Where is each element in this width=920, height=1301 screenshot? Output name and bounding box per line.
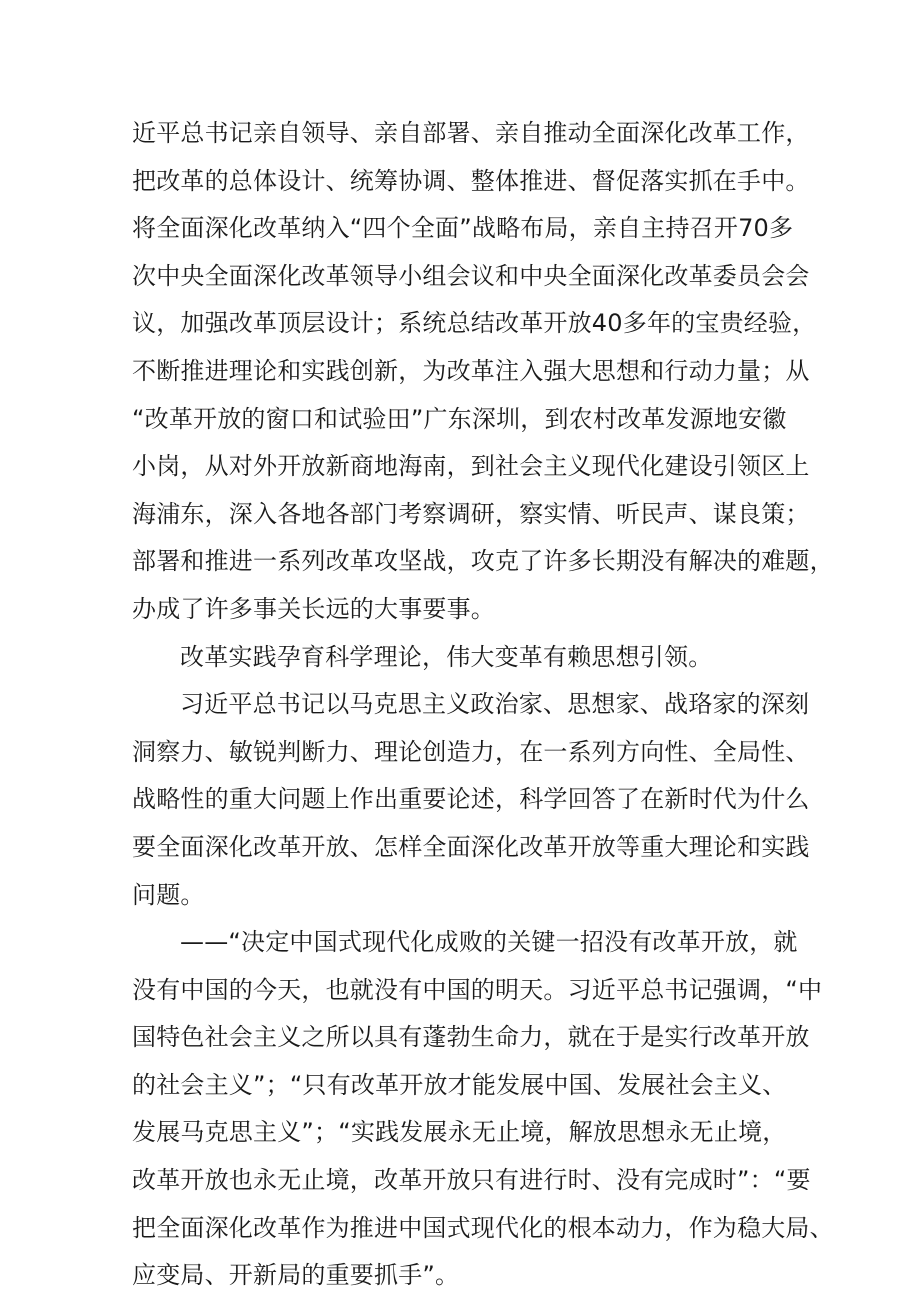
paragraph-4 [132,919,834,1300]
text-line: 办成了许多事关长远的大事要事。 [132,594,495,623]
text-line: “改革开放的窗口和试验田”广东深圳，到农村改革发源地安徽 [132,404,787,433]
document-body [132,110,834,1300]
text-line: 把改革的总体设计、统筹协调、整体推进、督促落实抓在手中。 [132,166,810,195]
text-line: 将全面深化改革纳入“四个全面”战略布局，亲自主持召开70多 [132,214,794,243]
text-line: 海浦东，深入各地各部门考察调研，察实情、听民声、谋良策； [132,499,810,528]
text-line: 国特色社会主义之所以具有蓬勃生命力，就在于是实行改革开放 [132,1023,810,1052]
text-line: 没有中国的今天，也就没有中国的明天。习近平总书记强调，“中 [132,975,823,1004]
text-line: 小岗，从对外开放新商地海南，到社会主义现代化建设引领区上 [132,452,810,481]
text-line: 问题。 [132,880,205,909]
text-line: 部署和推进一系列改革攻坚战，攻克了许多长期没有解决的难题， [132,547,834,576]
text-line: 习近平总书记以马克思主义政治家、思想家、战珞家的深刻 [180,690,810,719]
text-line: 要全面深化改革开放、怎样全面深化改革开放等重大理论和实践 [132,832,810,861]
text-line: 战略性的重大问题上作出重要论述，科学回答了在新时代为什么 [132,785,810,814]
text-line: 次中央全面深化改革领导小组会议和中央全面深化改革委员会会 [132,261,810,290]
paragraph-3 [132,681,810,919]
text-line: 议，加强改革顶层设计；系统总结改革开放40多年的宝贵经验， [132,309,817,338]
text-line: 改革开放也永无止境，改革开放只有进行时、没有完成时”：“要 [132,1166,811,1195]
text-line: 洞察力、敏锐判断力、理论创造力，在一系列方向性、全局性、 [132,737,810,766]
text-line: 不断推进理论和实践创新，为改革注入强大思想和行动力量；从 [132,356,810,385]
text-line: 应变局、开新局的重要抓手”。 [132,1261,460,1290]
text-line: 的社会主义”；“只有改革开放才能发展中国、发展社会主义、 [132,1070,787,1099]
text-line: 把全面深化改革作为推进中国式现代化的根本动力，作为稳大局、 [132,1213,834,1242]
paragraph-1 [132,110,834,634]
text-line: ——“决定中国式现代化成败的关键一招没有改革开放，就 [180,928,798,957]
text-line: 近平总书记亲自领导、亲自部署、亲自推动全面深化改革工作， [132,119,810,147]
paragraph-2 [132,634,792,682]
text-line: 发展马克思主义”；“实践发展永无止境，解放思想永无止境， [132,1118,787,1147]
text-line: 改革实践孕育科学理论，伟大变革有赖思想引领。 [180,642,713,671]
